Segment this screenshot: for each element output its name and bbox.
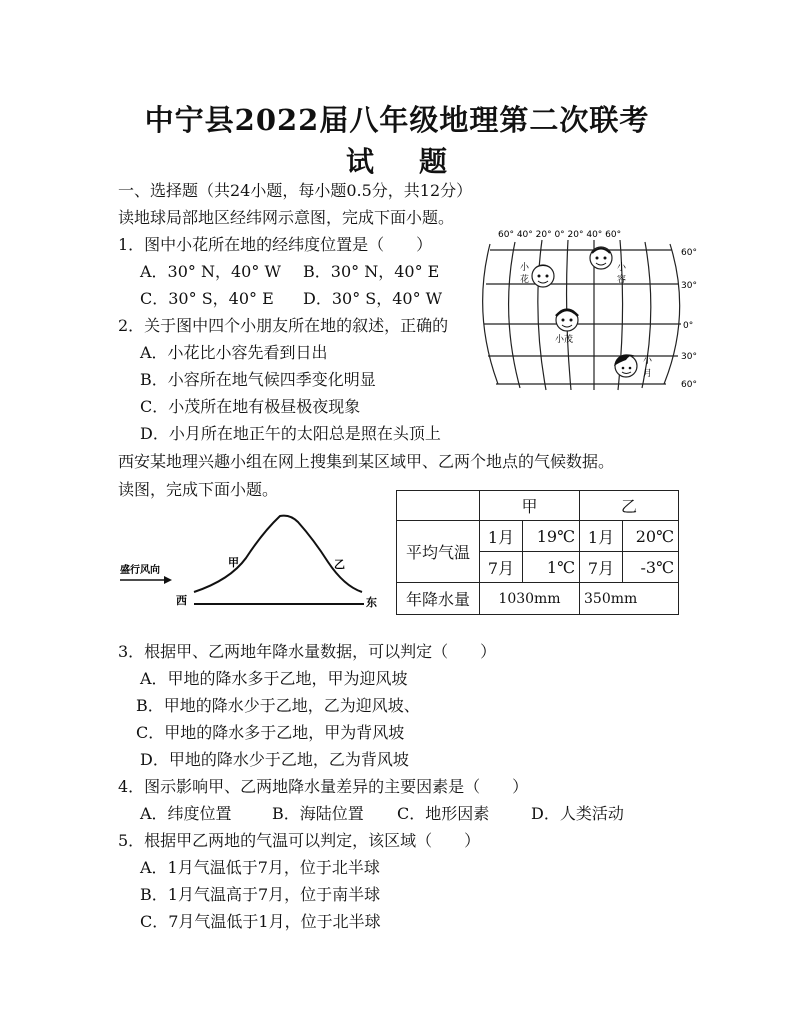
kid-xiaoyue-face-icon — [614, 354, 637, 377]
kid-xiaomao-label: 小茂 — [555, 335, 574, 345]
jia-jul-temp: 1℃ — [523, 552, 580, 583]
page-title: 中宁县2022届八年级地理第二次联考 — [144, 103, 650, 137]
q5-stem: 5．根据甲乙两地的气温可以判定，该区域（ ） — [118, 831, 481, 850]
yi-label: 乙 — [334, 558, 345, 571]
intro-2-line-2: 读图，完成下面小题。 — [118, 480, 279, 499]
q3-option-b: B．甲地的降水少于乙地，乙为迎风坡、 — [136, 696, 420, 715]
wind-arrow-icon — [120, 576, 172, 584]
subtitle-char-2: 题 — [419, 145, 449, 178]
page-subtitle — [0, 140, 794, 180]
yi-precip: 350mm — [580, 583, 679, 615]
q2-option-d: D．小月所在地正午的太阳总是照在头顶上 — [140, 424, 441, 443]
kid-xiaohua-face-icon — [532, 265, 554, 287]
lat-label-0: 0° — [683, 321, 694, 331]
yi-jan-temp: 20℃ — [623, 521, 679, 552]
jia-jul-month: 7月 — [480, 552, 523, 583]
q3-option-c: C．甲地的降水多于乙地，甲为背风坡 — [136, 723, 405, 742]
q4-stem: 4．图示影响甲、乙两地降水量差异的主要因素是（ ） — [118, 777, 529, 796]
lat-label-30s: 30° — [681, 352, 697, 362]
lat-label-60n: 60° — [681, 248, 697, 258]
q4-option-b: B．海陆位置 — [272, 804, 364, 823]
mountain-profile-figure — [118, 508, 388, 610]
q3-stem: 3．根据甲、乙两地年降水量数据，可以判定（ ） — [118, 642, 497, 661]
jia-jan-temp: 19℃ — [523, 521, 580, 552]
kid-xiaomao-face-icon — [556, 309, 578, 331]
q5-option-c: C．7月气温低于1月，位于北半球 — [140, 912, 381, 931]
climate-data-table — [396, 490, 679, 615]
q2-option-b: B．小容所在地气候四季变化明显 — [140, 370, 376, 389]
kid-xiaoyue-label-2: 月 — [643, 369, 653, 379]
kid-xiaohua-label-1: 小 — [520, 263, 530, 273]
kid-xiaorong-face-icon — [590, 247, 612, 269]
kid-xiaorong-label-1: 小 — [617, 263, 627, 273]
intro-1: 读地球局部地区经纬网示意图，完成下面小题。 — [118, 208, 455, 227]
jia-jan-month: 1月 — [480, 521, 523, 552]
q3-option-d: D．甲地的降水少于乙地，乙为背风坡 — [140, 750, 409, 769]
section-heading: 一、选择题（共24小题，每小题0.5分，共12分） — [118, 181, 473, 200]
wind-label: 盛行风向 — [120, 565, 160, 576]
q4-option-d: D．人类活动 — [531, 804, 624, 823]
intro-2-line-1: 西安某地理兴趣小组在网上搜集到某区域甲、乙两个地点的气候数据。 — [118, 452, 615, 471]
q1-option-a: A．30° N，40° W — [140, 262, 281, 281]
lat-label-60s: 60° — [681, 380, 697, 390]
q3-option-a: A．甲地的降水多于乙地，甲为迎风坡 — [140, 669, 408, 688]
q2-option-c: C．小茂所在地有极昼极夜现象 — [140, 397, 361, 416]
q4-option-c: C．地形因素 — [397, 804, 490, 823]
q5-option-b: B．1月气温高于7月，位于南半球 — [140, 885, 381, 904]
row-header-precip: 年降水量 — [397, 583, 480, 615]
q1-option-b: B．30° N，40° E — [303, 262, 440, 281]
west-label: 西 — [176, 594, 187, 607]
mountain-outline — [194, 516, 362, 592]
q1-stem: 1．图中小花所在地的经纬度位置是（ ） — [118, 235, 433, 254]
kid-xiaorong-label-2: 容 — [617, 275, 627, 285]
q2-option-a: A．小花比小容先看到日出 — [140, 343, 328, 362]
longitude-labels: 60° 40° 20° 0° 20° 40° 60° — [498, 230, 622, 240]
row-header-temp: 平均气温 — [397, 521, 480, 583]
q1-option-c: C．30° S，40° E — [140, 289, 274, 308]
yi-jul-month: 7月 — [580, 552, 623, 583]
col-header-yi: 乙 — [580, 491, 679, 521]
q4-option-a: A．纬度位置 — [140, 804, 232, 823]
table-corner — [397, 491, 480, 521]
yi-jan-month: 1月 — [580, 521, 623, 552]
lat-label-30n: 30° — [681, 281, 697, 291]
kid-xiaohua-label-2: 花 — [520, 275, 530, 285]
jia-label: 甲 — [228, 556, 239, 569]
q5-option-a: A．1月气温低于7月，位于北半球 — [140, 858, 380, 877]
globe-grid-figure — [480, 228, 700, 396]
yi-jul-temp: -3℃ — [623, 552, 679, 583]
q2-stem: 2．关于图中四个小朋友所在地的叙述，正确的 — [118, 316, 449, 335]
subtitle-char-1: 试 — [345, 145, 375, 178]
kid-xiaoyue-label-1: 小 — [643, 356, 653, 366]
east-label: 东 — [366, 596, 377, 609]
jia-precip: 1030mm — [480, 583, 580, 615]
q1-option-d: D．30° S，40° W — [303, 289, 443, 308]
col-header-jia: 甲 — [480, 491, 580, 521]
grid-lines — [483, 240, 681, 390]
